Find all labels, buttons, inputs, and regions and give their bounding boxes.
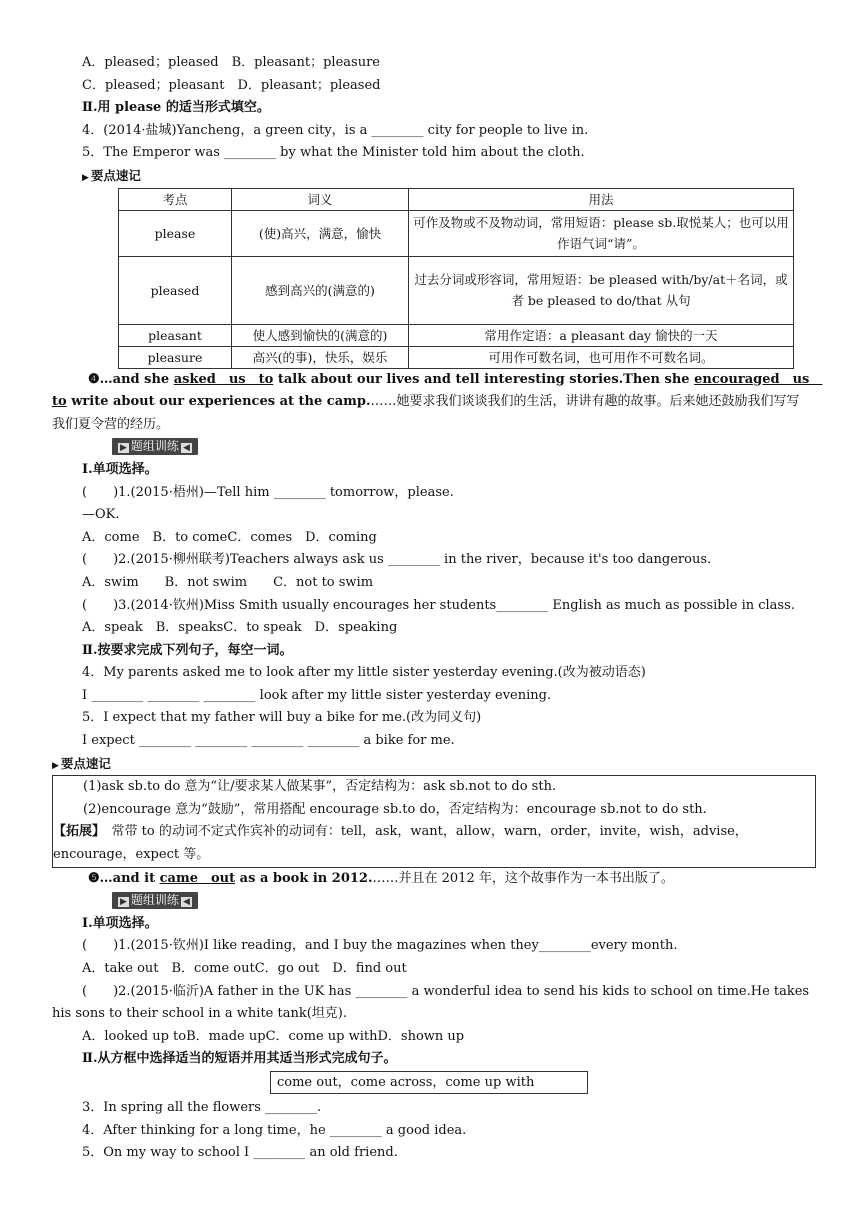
note-line: (1)ask sb.to do 意为“让/要求某人做某事”，否定结构为：ask sb.not to do sth.	[83, 779, 557, 795]
options-line: A．take out B．come outC．go out D．find out	[82, 961, 407, 976]
sentence-4: ❹…and she asked us to talk about our lives and tell interesting stories.Then she encouraged us to write about our experiences at the camp.……她要求我们谈谈我们的生活，讲讲有趣的故事。后来她还鼓励我们写写我们夏令营的经历。	[52, 371, 810, 432]
drill-banner: ▶ 题组训练 ◀	[52, 890, 812, 913]
options-line: A．come B．to comeC．comes D．coming	[82, 529, 377, 545]
question-4: 4．(2014·盐城)Yancheng，a green city，is a ________ city for people to live in.	[82, 122, 589, 138]
triangle-icon: ▶	[82, 172, 89, 183]
question-5: 5．I expect that my father will buy a bike for me.(改为同义句)	[82, 710, 482, 726]
question-2: ( )2.(2015·临沂)A father in the UK has ________ a wonderful idea to send his kids to school on time.He takes his sons to their school in a white tank(坦克).	[52, 983, 810, 1022]
notes-title: ▶ 要点速记	[52, 755, 111, 771]
section-heading: Ⅱ.用 please 的适当形式填空。	[82, 100, 270, 116]
sentence-5: ❺…and it came out as a book in 2012.……并且在 2012 年，这个故事作为一本书出版了。	[88, 870, 674, 886]
note-extension: 【拓展】 常带 to 的动词不定式作宾补的动词有：tell，ask，want，allow，warn，order，invite，wish，advise，encourage，expect 等。	[53, 824, 748, 863]
answer-line: —OK.	[82, 507, 120, 523]
option-line: C．pleased；pleasant D．pleasant；pleased	[82, 77, 381, 93]
options-line: A．looked up toB．made upC．come up withD．shown up	[82, 1028, 465, 1044]
question-1: ( )1.(2015·梧州)—Tell him ________ tomorrow，please.	[82, 484, 454, 500]
table-cell: 可作及物或不及物动词，常用短语：please sb.取悦某人；也可以用作语气词“请”。	[409, 210, 794, 256]
triangle-icon: ▶	[52, 760, 59, 771]
table-cell: 感到高兴的(满意的)	[232, 256, 409, 324]
answer-line: I expect ________ ________ ________ ________ a bike for me.	[82, 733, 455, 749]
drill-banner: ▶ 题组训练 ◀	[52, 436, 812, 459]
question-5: 5．On my way to school I ________ an old friend.	[82, 1145, 398, 1161]
question-3: ( )3.(2014·钦州)Miss Smith usually encourages her students________ English as much as possible in class.	[82, 597, 795, 613]
notes-box	[52, 775, 816, 867]
arrow-left-icon: ◀	[182, 897, 190, 908]
table-header: 用法	[409, 188, 794, 210]
circle-number-icon: ❺	[88, 870, 100, 886]
table-cell: (使)高兴，满意，愉快	[232, 210, 409, 256]
question-4: 4．My parents asked me to look after my little sister yesterday evening.(改为被动语态)	[82, 665, 646, 681]
question-4: 4．After thinking for a long time，he ________ a good idea.	[82, 1122, 467, 1138]
table-cell: please	[119, 210, 232, 256]
notes-title: ▶ 要点速记	[82, 167, 141, 183]
answer-line: I ________ ________ ________ look after my little sister yesterday evening.	[82, 687, 552, 703]
circle-number-icon: ❹	[88, 371, 100, 387]
question-2: ( )2.(2015·柳州联考)Teachers always ask us ________ in the river，because it's too dangerous.	[82, 552, 712, 568]
note-line: (2)encourage 意为“鼓励”，常用搭配 encourage sb.to do，否定结构为：encourage sb.not to do sth.	[83, 801, 707, 817]
table-cell: 过去分词或形容词，常用短语：be pleased with/by/at＋名词，或者 be pleased to do/that 从句	[409, 256, 794, 324]
table-cell: 可用作可数名词，也可用作不可数名词。	[409, 346, 794, 368]
question-1: ( )1.(2015·钦州)I like reading，and I buy the magazines when they________every month.	[82, 938, 678, 954]
table-cell: pleased	[119, 256, 232, 324]
question-3: 3．In spring all the flowers ________.	[82, 1099, 322, 1115]
table-cell: 使人感到愉快的(满意的)	[232, 324, 409, 346]
table-cell: pleasure	[119, 346, 232, 368]
options-box-row	[52, 1071, 812, 1097]
table-cell: 常用作定语：a pleasant day 愉快的一天	[409, 324, 794, 346]
table-header: 考点	[119, 188, 232, 210]
options-line: A．swim B．not swim C．not to swim	[82, 574, 374, 590]
summary-table	[118, 188, 794, 369]
arrow-right-icon: ▶	[120, 897, 127, 908]
worksheet-page	[52, 52, 812, 1165]
section-heading: Ⅰ.单项选择。	[82, 915, 158, 931]
section-heading: Ⅱ.从方框中选择适当的短语并用其适当形式完成句子。	[82, 1051, 397, 1067]
table-header: 词义	[232, 188, 409, 210]
arrow-right-icon: ▶	[120, 443, 127, 454]
option-line: A．pleased；pleased B．pleasant；pleasure	[82, 55, 380, 70]
question-5: 5．The Emperor was ________ by what the Minister told him about the cloth.	[82, 145, 585, 161]
section-heading: Ⅰ.单项选择。	[82, 461, 158, 477]
arrow-left-icon: ◀	[182, 443, 190, 454]
phrase-options-box: come out，come across，come up with	[270, 1071, 588, 1094]
options-line: A．speak B．speaksC．to speak D．speaking	[82, 620, 398, 636]
section-heading: Ⅱ.按要求完成下列句子，每空一词。	[82, 642, 293, 658]
table-cell: pleasant	[119, 324, 232, 346]
table-cell: 高兴(的事)，快乐，娱乐	[232, 346, 409, 368]
